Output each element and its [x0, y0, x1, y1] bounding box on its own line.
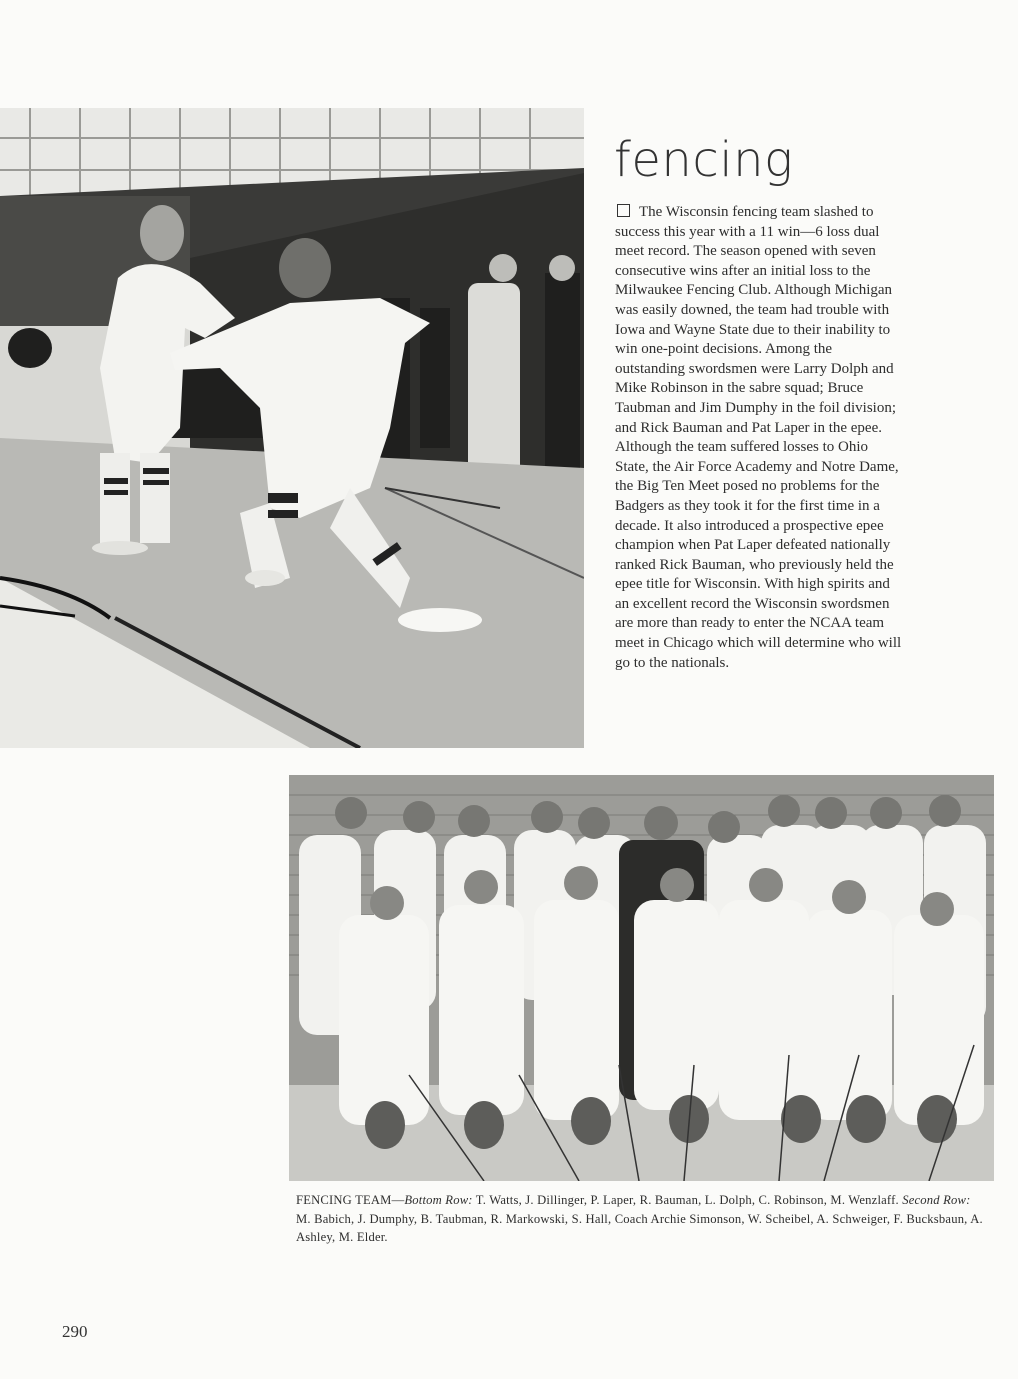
- page-number: 290: [62, 1322, 88, 1341]
- fencing-team-photo: [289, 775, 994, 1181]
- square-bullet-icon: [617, 204, 630, 217]
- team-photo-caption: [296, 1191, 986, 1247]
- caption-second-row-label: Second Row:: [902, 1193, 971, 1207]
- article-body-text: The Wisconsin fencing team slashed to success this year with a 11 win—6 loss dual meet record. The season opened with seven consecutive wins after an initial loss to the Milwaukee Fencing Club. Although Michigan was easily downed, the team had trouble with Iowa and Wayne State due to their inability to win one-point decisions. Among the outstanding swordsmen were Larry Dolph and Mike Robinson in the sabre squad; Bruce Taubman and Jim Dumphy in the foil division; and Rick Bauman and Pat Laper in the epee. Although the team suffered losses to Ohio State, the Air Force Academy and Notre Dame, the Big Ten Meet posed no problems for the Badgers as they took it for the first time in a decade. It also introduced a prospective epee champion when Pat Laper defeated nationally ranked Rick Bauman, who previously held the epee title for Wisconsin. With high spirits and an excellent record the Wisconsin swordsmen are more than ready to enter the NCAA team meet in Chicago which will determine who will go to the nationals.: [615, 204, 902, 671]
- caption-second-row-names: M. Babich, J. Dumphy, B. Taubman, R. Markowski, S. Hall, Coach Archie Simonson, W. Scheibel, A. Schweiger, F. Bucksbaun, A. Ashley, M. Elder.: [296, 1211, 983, 1244]
- article-body: [615, 203, 905, 673]
- caption-bottom-row-names: T. Watts, J. Dillinger, P. Laper, R. Bauman, L. Dolph, C. Robinson, M. Wenzlaff.: [472, 1193, 903, 1207]
- article-title: fencing: [614, 132, 794, 188]
- fencing-bout-photo: [0, 108, 584, 748]
- caption-label: FENCING TEAM—: [296, 1193, 405, 1207]
- caption-bottom-row-label: Bottom Row:: [404, 1193, 473, 1207]
